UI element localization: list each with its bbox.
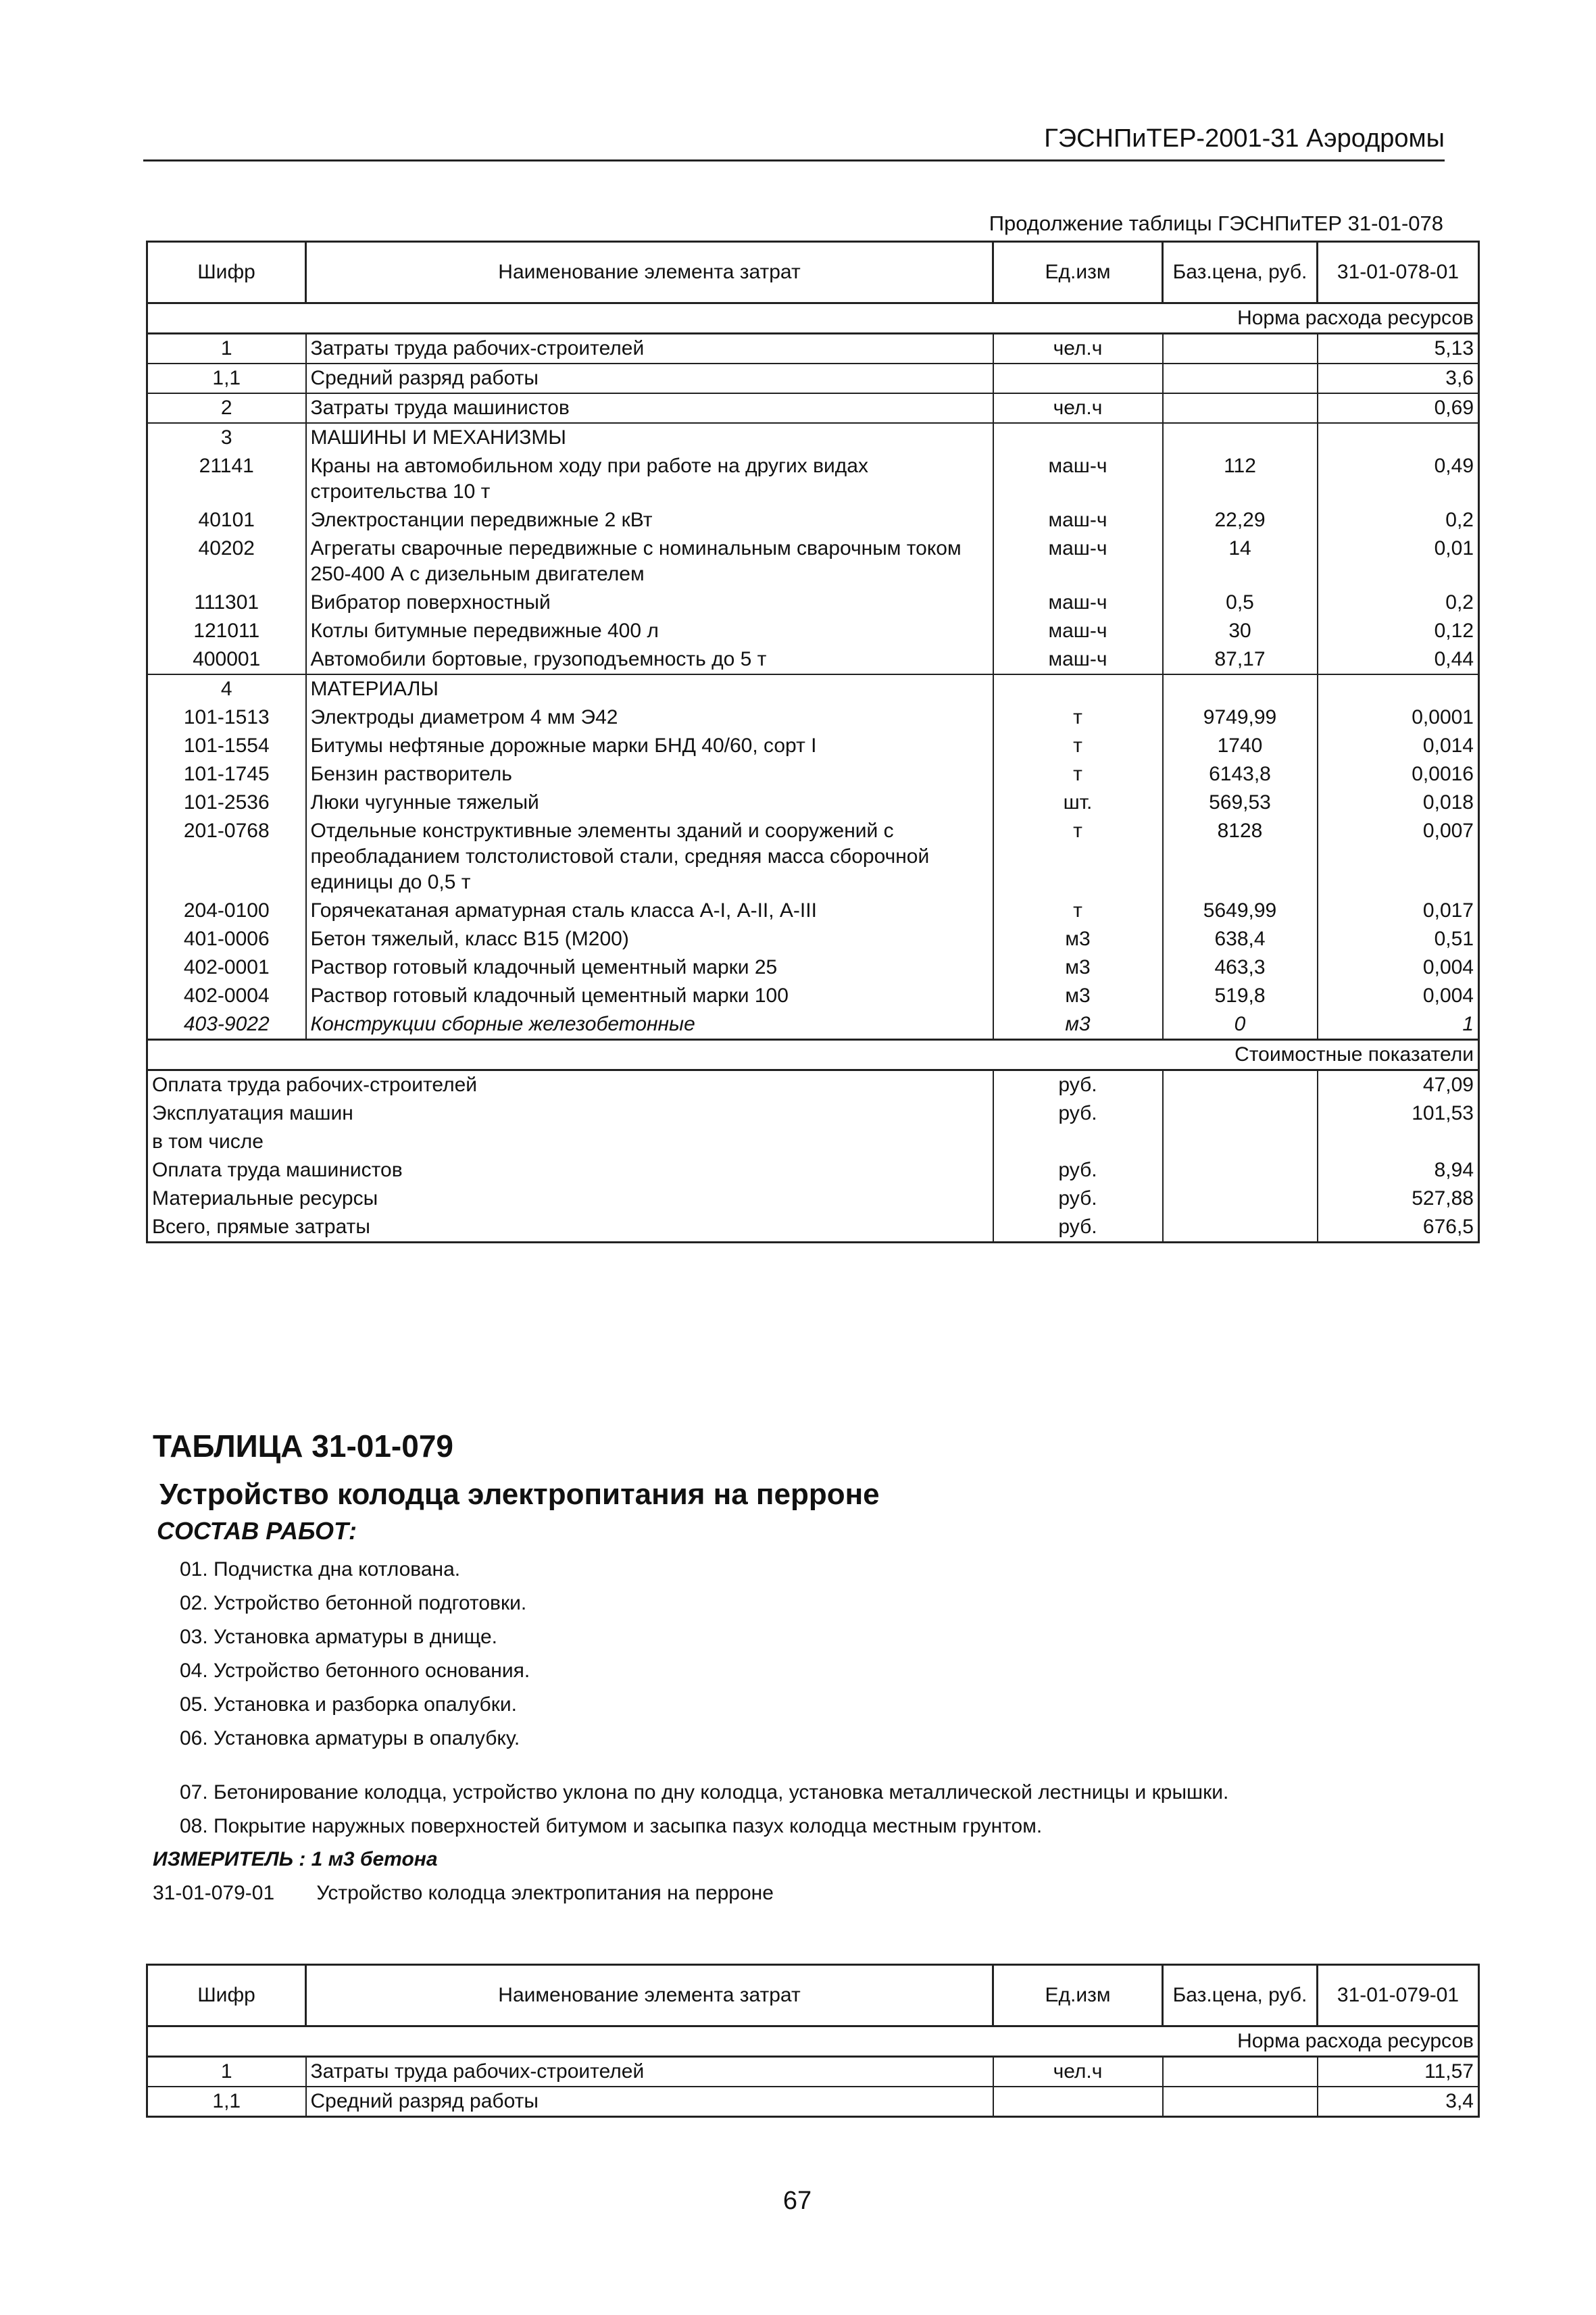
row-name: Затраты труда машинистов (306, 393, 993, 423)
table-header-row (147, 242, 1479, 303)
row-unit: т (993, 897, 1163, 925)
row-unit: м3 (993, 982, 1163, 1010)
row-unit: т (993, 732, 1163, 760)
row-name: Затраты труда рабочих-строителей (306, 334, 993, 364)
row-code: 401-0006 (147, 925, 306, 953)
row-base-price: 0,5 (1163, 589, 1318, 617)
item-line (153, 1878, 774, 1908)
row-base-price: 638,4 (1163, 925, 1318, 953)
table-row (147, 674, 1479, 703)
row-code: 101-2536 (147, 789, 306, 817)
works-list-continued (180, 1776, 1228, 1843)
row-norm: 3,6 (1318, 364, 1479, 393)
row-base-price (1163, 2057, 1318, 2087)
row-name: Краны на автомобильном ходу при работе на других видах строительства 10 т (306, 452, 993, 506)
row-code: 4 (147, 674, 306, 703)
column-header-code: Шифр (147, 1965, 306, 2026)
total-empty (1163, 1128, 1318, 1156)
total-empty (1163, 1185, 1318, 1213)
row-name: Люки чугунные тяжелый (306, 789, 993, 817)
column-header-norm-code: 31-01-079-01 (1318, 1965, 1479, 2026)
list-item: 05. Установка и разборка опалубки. (180, 1693, 517, 1716)
totals-row (147, 1099, 1479, 1128)
total-unit: руб. (993, 1185, 1163, 1213)
total-unit: руб. (993, 1156, 1163, 1185)
total-name: в том числе (147, 1128, 993, 1156)
row-unit: маш-ч (993, 645, 1163, 674)
row-name: МАТЕРИАЛЫ (306, 674, 993, 703)
row-unit: м3 (993, 925, 1163, 953)
table-row (147, 645, 1479, 674)
row-code: 121011 (147, 617, 306, 645)
row-name: Раствор готовый кладочный цементный марки 100 (306, 982, 993, 1010)
column-header-code: Шифр (147, 242, 306, 303)
row-unit: маш-ч (993, 589, 1163, 617)
row-norm: 0,01 (1318, 534, 1479, 589)
row-code: 111301 (147, 589, 306, 617)
totals-row (147, 1213, 1479, 1243)
row-unit: т (993, 817, 1163, 897)
column-header-unit: Ед.изм (993, 1965, 1163, 2026)
row-norm: 0,007 (1318, 817, 1479, 897)
meter-value: 1 м3 бетона (311, 1848, 438, 1870)
total-value: 8,94 (1318, 1156, 1479, 1185)
row-unit: маш-ч (993, 534, 1163, 589)
row-name: Бензин растворитель (306, 760, 993, 789)
row-base-price: 30 (1163, 617, 1318, 645)
table-row (147, 452, 1479, 506)
table-row (147, 2087, 1479, 2117)
row-name: Горячекатаная арматурная сталь класса А-I, А-II, А-III (306, 897, 993, 925)
totals-row (147, 1156, 1479, 1185)
norm-subheader-row (147, 303, 1479, 334)
row-base-price: 87,17 (1163, 645, 1318, 674)
table-row (147, 925, 1479, 953)
total-name: Эксплуатация машин (147, 1099, 993, 1128)
row-base-price: 519,8 (1163, 982, 1318, 1010)
total-unit: руб. (993, 1070, 1163, 1100)
total-empty (1163, 1156, 1318, 1185)
row-norm: 0,69 (1318, 393, 1479, 423)
row-code: 1 (147, 334, 306, 364)
cost-subheader-row (147, 1040, 1479, 1070)
works-list (180, 1553, 530, 1756)
table-row (147, 334, 1479, 364)
total-empty (1163, 1070, 1318, 1100)
row-unit: маш-ч (993, 452, 1163, 506)
row-norm: 0,51 (1318, 925, 1479, 953)
table-body (147, 334, 1479, 1040)
list-item: 06. Установка арматуры в опалубку. (180, 1727, 520, 1749)
row-unit (993, 364, 1163, 393)
row-code: 101-1554 (147, 732, 306, 760)
total-unit: руб. (993, 1213, 1163, 1243)
row-base-price (1163, 423, 1318, 452)
total-value: 527,88 (1318, 1185, 1479, 1213)
cost-subheader: Стоимостные показатели (147, 1040, 1479, 1070)
totals-row (147, 1070, 1479, 1100)
table-row (147, 393, 1479, 423)
column-header-norm-code: 31-01-078-01 (1318, 242, 1479, 303)
total-value (1318, 1128, 1479, 1156)
total-unit (993, 1128, 1163, 1156)
column-header-name: Наименование элемента затрат (306, 1965, 993, 2026)
row-base-price: 463,3 (1163, 953, 1318, 982)
table-subtitle: Устройство колодца электропитания на перроне (159, 1478, 880, 1511)
row-unit (993, 2087, 1163, 2117)
row-unit: маш-ч (993, 617, 1163, 645)
row-name: Агрегаты сварочные передвижные с номинальным сварочным током 250-400 А с дизельным двигателем (306, 534, 993, 589)
total-empty (1163, 1099, 1318, 1128)
row-base-price (1163, 364, 1318, 393)
row-norm: 0,2 (1318, 506, 1479, 534)
row-norm: 0,018 (1318, 789, 1479, 817)
row-code: 1,1 (147, 364, 306, 393)
row-code: 3 (147, 423, 306, 452)
list-item: 04. Устройство бетонного основания. (180, 1660, 530, 1682)
row-norm: 0,017 (1318, 897, 1479, 925)
row-name: Средний разряд работы (306, 364, 993, 393)
row-base-price: 8128 (1163, 817, 1318, 897)
row-code: 402-0001 (147, 953, 306, 982)
row-base-price: 1740 (1163, 732, 1318, 760)
column-header-unit: Ед.изм (993, 242, 1163, 303)
row-name: Автомобили бортовые, грузоподъемность до 5 т (306, 645, 993, 674)
total-value: 101,53 (1318, 1099, 1479, 1128)
row-name: Котлы битумные передвижные 400 л (306, 617, 993, 645)
table-header-row (147, 1965, 1479, 2026)
row-name: Электростанции передвижные 2 кВт (306, 506, 993, 534)
row-name: Электроды диаметром 4 мм Э42 (306, 703, 993, 732)
row-unit (993, 674, 1163, 703)
continuation-note: Продолжение таблицы ГЭСНПиТЕР 31-01-078 (989, 211, 1443, 235)
row-name: Бетон тяжелый, класс В15 (М200) (306, 925, 993, 953)
row-code: 40101 (147, 506, 306, 534)
running-title: ГЭСНПиТЕР-2001-31 Аэродромы (1044, 124, 1445, 153)
item-name: Устройство колодца электропитания на перроне (316, 1882, 774, 1904)
row-norm: 0,004 (1318, 953, 1479, 982)
table-row (147, 789, 1479, 817)
total-name: Материальные ресурсы (147, 1185, 993, 1213)
list-item: 03. Установка арматуры в днище. (180, 1626, 497, 1648)
row-norm: 0,0016 (1318, 760, 1479, 789)
table-row (147, 982, 1479, 1010)
totals-row (147, 1185, 1479, 1213)
row-code: 204-0100 (147, 897, 306, 925)
row-norm: 0,004 (1318, 982, 1479, 1010)
row-base-price: 569,53 (1163, 789, 1318, 817)
list-item: 07. Бетонирование колодца, устройство уклона по дну колодца, установка металлической лестницы и крышки. (180, 1781, 1229, 1803)
norm-subheader: Норма расхода ресурсов (147, 303, 1479, 334)
table-row (147, 2057, 1479, 2087)
table-row (147, 423, 1479, 452)
resource-table-079 (146, 1964, 1480, 2118)
row-code: 1,1 (147, 2087, 306, 2117)
row-norm: 0,44 (1318, 645, 1479, 674)
row-code: 101-1745 (147, 760, 306, 789)
table-body (147, 2057, 1479, 2117)
total-value: 47,09 (1318, 1070, 1479, 1100)
norm-subheader: Норма расхода ресурсов (147, 2026, 1479, 2057)
row-name: МАШИНЫ И МЕХАНИЗМЫ (306, 423, 993, 452)
row-name: Конструкции сборные железобетонные (306, 1010, 993, 1040)
row-norm (1318, 423, 1479, 452)
row-base-price (1163, 2087, 1318, 2117)
list-item: 08. Покрытие наружных поверхностей битумом и засыпка пазух колодца местным грунтом. (180, 1815, 1043, 1837)
row-code: 201-0768 (147, 817, 306, 897)
row-name: Отдельные конструктивные элементы зданий и сооружений с преобладанием толстолистовой стали, средняя масса сборочной единицы до 0,5 т (306, 817, 993, 897)
table-row (147, 732, 1479, 760)
totals-row (147, 1128, 1479, 1156)
table-row (147, 817, 1479, 897)
total-unit: руб. (993, 1099, 1163, 1128)
table-row (147, 1010, 1479, 1040)
row-name: Вибратор поверхностный (306, 589, 993, 617)
column-header-base-price: Баз.цена, руб. (1163, 1965, 1318, 2026)
row-code: 402-0004 (147, 982, 306, 1010)
running-header (143, 122, 1445, 161)
item-code: 31-01-079-01 (153, 1882, 275, 1904)
row-norm: 0,12 (1318, 617, 1479, 645)
column-header-base-price: Баз.цена, руб. (1163, 242, 1318, 303)
norm-subheader-row (147, 2026, 1479, 2057)
list-item: 02. Устройство бетонной подготовки. (180, 1592, 527, 1614)
total-name: Оплата труда машинистов (147, 1156, 993, 1185)
row-code: 21141 (147, 452, 306, 506)
row-unit: шт. (993, 789, 1163, 817)
table-row (147, 506, 1479, 534)
row-unit: маш-ч (993, 506, 1163, 534)
row-norm: 0,2 (1318, 589, 1479, 617)
row-base-price: 14 (1163, 534, 1318, 589)
row-code: 40202 (147, 534, 306, 589)
row-base-price: 9749,99 (1163, 703, 1318, 732)
row-code: 1 (147, 2057, 306, 2087)
row-unit: м3 (993, 953, 1163, 982)
row-unit: т (993, 760, 1163, 789)
resource-table-078 (146, 241, 1480, 1243)
row-norm: 11,57 (1318, 2057, 1479, 2087)
table-row (147, 897, 1479, 925)
table-row (147, 760, 1479, 789)
row-unit: чел.ч (993, 2057, 1163, 2087)
row-code: 403-9022 (147, 1010, 306, 1040)
row-norm: 0,014 (1318, 732, 1479, 760)
table-row (147, 617, 1479, 645)
row-norm: 1 (1318, 1010, 1479, 1040)
row-name: Раствор готовый кладочный цементный марки 25 (306, 953, 993, 982)
row-norm: 3,4 (1318, 2087, 1479, 2117)
total-empty (1163, 1213, 1318, 1243)
row-norm: 5,13 (1318, 334, 1479, 364)
row-unit (993, 423, 1163, 452)
column-header-name: Наименование элемента затрат (306, 242, 993, 303)
table-row (147, 589, 1479, 617)
table-title: ТАБЛИЦА 31-01-079 (153, 1428, 453, 1464)
row-norm: 0,0001 (1318, 703, 1479, 732)
row-base-price (1163, 393, 1318, 423)
table-row (147, 953, 1479, 982)
page-number: 67 (782, 2187, 812, 2215)
table-row (147, 364, 1479, 393)
totals-body (147, 1040, 1479, 1243)
row-norm (1318, 674, 1479, 703)
meter-line (153, 1845, 438, 1874)
row-base-price: 6143,8 (1163, 760, 1318, 789)
row-name: Средний разряд работы (306, 2087, 993, 2117)
row-code: 400001 (147, 645, 306, 674)
row-unit: м3 (993, 1010, 1163, 1040)
row-code: 2 (147, 393, 306, 423)
works-heading: СОСТАВ РАБОТ: (157, 1517, 357, 1545)
row-norm: 0,49 (1318, 452, 1479, 506)
row-name: Битумы нефтяные дорожные марки БНД 40/60, сорт I (306, 732, 993, 760)
total-name: Оплата труда рабочих-строителей (147, 1070, 993, 1100)
row-base-price (1163, 674, 1318, 703)
row-base-price: 112 (1163, 452, 1318, 506)
row-base-price: 5649,99 (1163, 897, 1318, 925)
row-base-price: 22,29 (1163, 506, 1318, 534)
row-base-price: 0 (1163, 1010, 1318, 1040)
row-unit: чел.ч (993, 334, 1163, 364)
row-name: Затраты труда рабочих-строителей (306, 2057, 993, 2087)
table-row (147, 534, 1479, 589)
row-code: 101-1513 (147, 703, 306, 732)
meter-label: ИЗМЕРИТЕЛЬ : (153, 1848, 306, 1870)
row-base-price (1163, 334, 1318, 364)
row-unit: т (993, 703, 1163, 732)
row-unit: чел.ч (993, 393, 1163, 423)
total-name: Всего, прямые затраты (147, 1213, 993, 1243)
list-item: 01. Подчистка дна котлована. (180, 1558, 461, 1580)
table-row (147, 703, 1479, 732)
total-value: 676,5 (1318, 1213, 1479, 1243)
